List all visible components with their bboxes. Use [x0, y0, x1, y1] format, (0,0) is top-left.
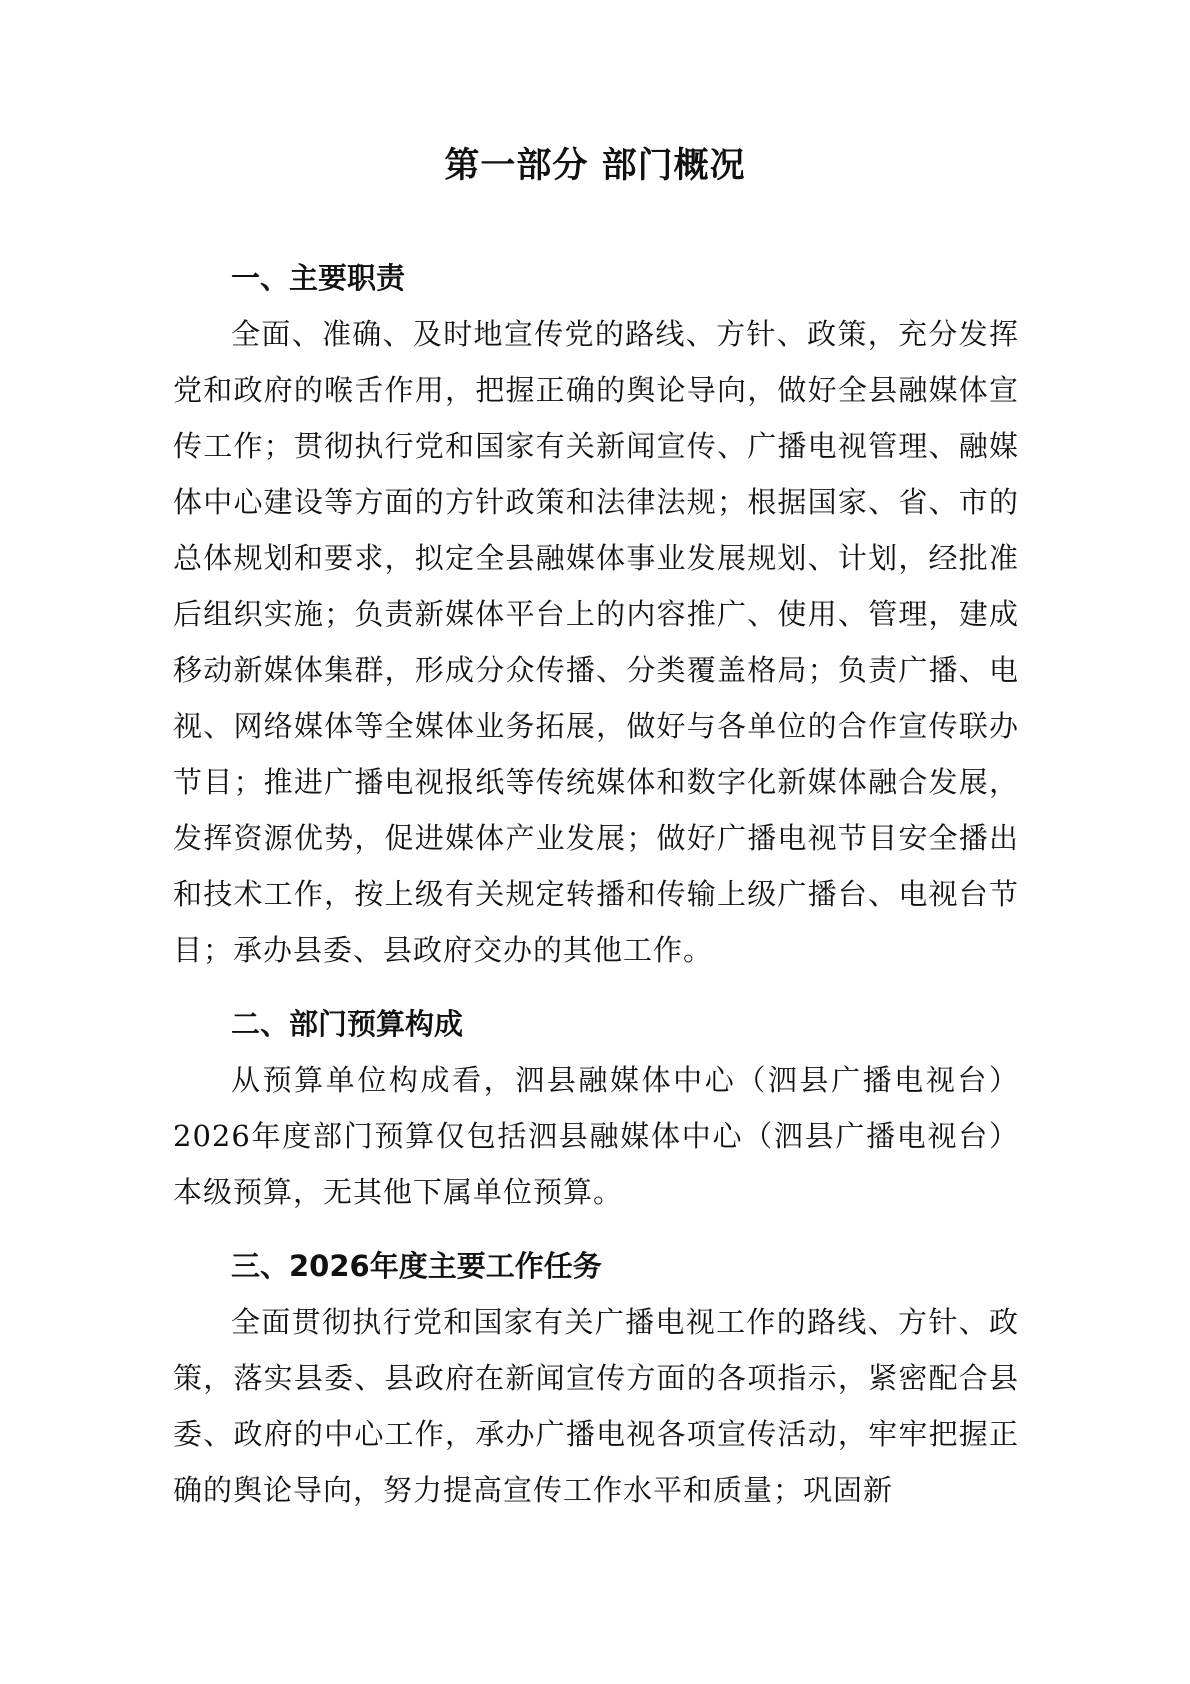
section-paragraph: 全面贯彻执行党和国家有关广播电视工作的路线、方针、政策，落实县委、县政府在新闻宣传方面的各项指示，紧密配合县委、政府的中心工作，承办广播电视各项宣传活动，牢牢把握正确的舆论导向，努力提高宣传工作水平和质量；巩固新: [173, 1305, 1019, 1507]
section-heading: 三、2026年度主要工作任务: [231, 1249, 602, 1283]
section-main-duties: [173, 250, 1019, 978]
section-paragraph: 全面、准确、及时地宣传党的路线、方针、政策，充分发挥党和政府的喉舌作用，把握正确的舆论导向，做好全县融媒体宣传工作；贯彻执行党和国家有关新闻宣传、广播电视管理、融媒体中心建设等方面的方针政策和法律法规；根据国家、省、市的总体规划和要求，拟定全县融媒体事业发展规划、计划，经批准后组织实施；负责新媒体平台上的内容推广、使用、管理，建成移动新媒体集群，形成分众传播、分类覆盖格局；负责广播、电视、网络媒体等全媒体业务拓展，做好与各单位的合作宣传联办节目；推进广播电视报纸等传统媒体和数字化新媒体融合发展，发挥资源优势，促进媒体产业发展；做好广播电视节目安全播出和技术工作，按上级有关规定转播和传输上级广播台、电视台节目；承办县委、县政府交办的其他工作。: [173, 317, 1019, 967]
section-work-tasks: [173, 1238, 1019, 1518]
document-body: [173, 250, 1019, 1518]
section-paragraph: 从预算单位构成看，泗县融媒体中心（泗县广播电视台）2026年度部门预算仅包括泗县融媒体中心（泗县广播电视台）本级预算，无其他下属单位预算。: [173, 1063, 1019, 1209]
page-title: 第一部分 部门概况: [444, 146, 746, 186]
section-budget-composition: [173, 996, 1019, 1220]
section-heading: 二、部门预算构成: [231, 1007, 464, 1041]
section-heading: 一、主要职责: [231, 261, 406, 295]
